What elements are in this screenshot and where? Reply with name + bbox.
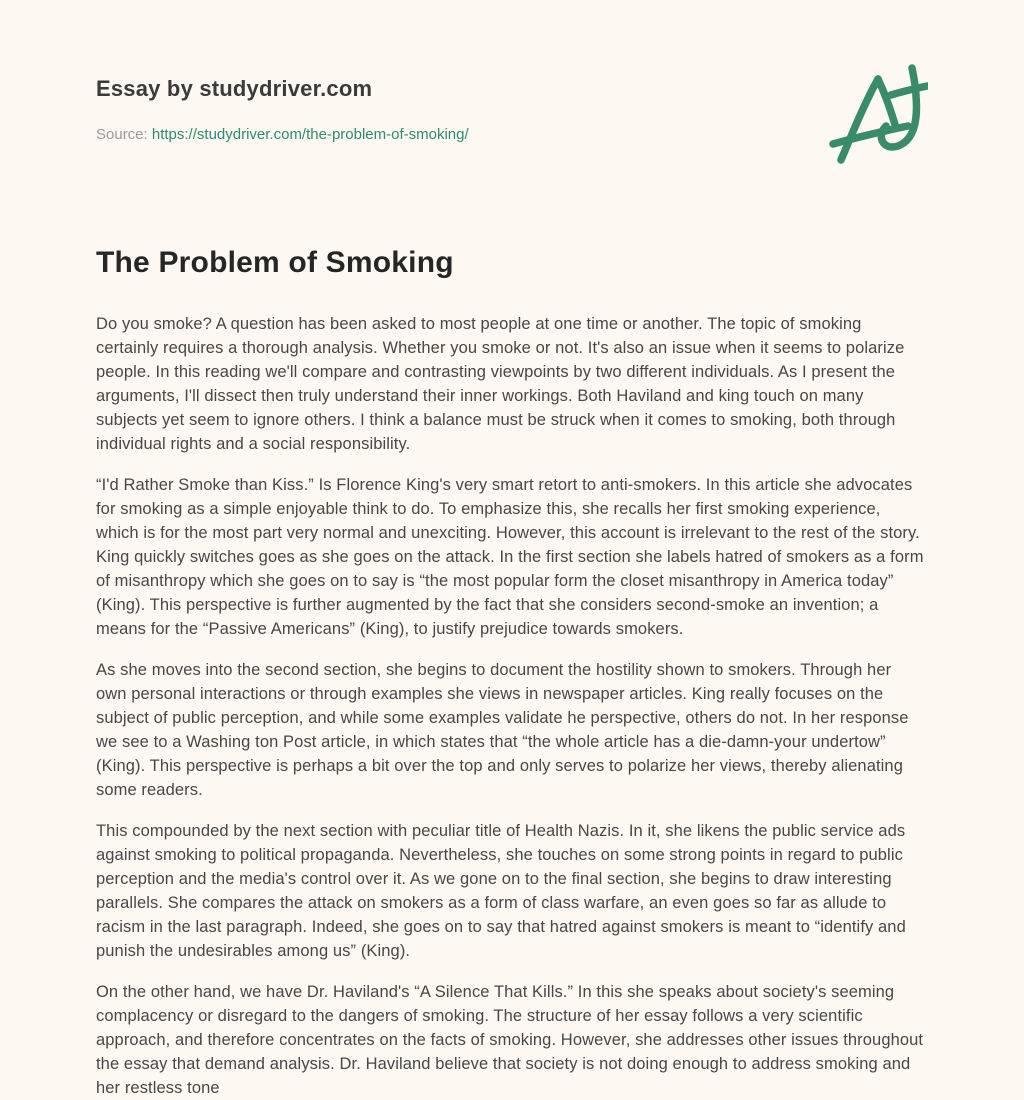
a-plus-logo-icon	[828, 62, 928, 166]
essay-paragraph: As she moves into the second section, she begins to document the hostility shown to smokers. Through her own personal interactions or through examples she views in newspaper articles. King really focuses on the subject of public perception, and while some examples validate he perspective, others do not. In her response we see to a Washing ton Post article, in which states that “the whole article has a die-damn-your undertow” (King). This perspective is perhaps a bit over the top and only serves to polarize her views, thereby alienating some readers.	[96, 661, 909, 799]
source-label: Source:	[96, 126, 148, 143]
source-link[interactable]: https://studydriver.com/the-problem-of-smoking/	[151, 126, 469, 143]
essay-paragraph: “I'd Rather Smoke than Kiss.” Is Florence King's very smart retort to anti-smokers. In this article she advocates for smoking as a simple enjoyable think to do. To emphasize this, she recalls her first smoking experience, which is for the most part very normal and unexciting. However, this account is irrelevant to the rest of the story. King quickly switches goes as she goes on the attack. In the first section she labels hatred of smokers as a form of misanthropy which she goes on to say is “the most popular form the closet misanthropy in America today” (King). This perspective is further augmented by the fact that she considers second-smoke an invention; a means for the “Passive Americans” (King), to justify prejudice towards smokers.	[96, 476, 924, 638]
page-heading: Essay by studydriver.com	[96, 76, 373, 101]
essay-paragraph: Do you smoke? A question has been asked to most people at one time or another. The topic of smoking certainly requires a thorough analysis. Whether you smoke or not. It's also an issue when it seems to polarize people. In this reading we'll compare and contrasting viewpoints by two different individuals. As I present the arguments, I'll dissect then truly understand their inner workings. Both Haviland and king touch on many subjects yet seem to ignore others. I think a balance must be struck when it comes to smoking, both through individual rights and a social responsibility.	[96, 315, 905, 453]
essay-paragraph: This compounded by the next section with peculiar title of Health Nazis. In it, she likens the public service ads against smoking to political propaganda. Nevertheless, she touches on some strong points in regard to public perception and the media's control over it. As we gone on to the final section, she begins to draw interesting parallels. She compares the attack on smokers as a form of class warfare, an even goes so far as allude to racism in the last paragraph. Indeed, she goes on to say that hatred against smokers is meant to “identify and punish the undesirables among us” (King).	[96, 822, 906, 960]
essay-title: The Problem of Smoking	[96, 246, 454, 279]
source-line	[96, 124, 928, 146]
essay-body	[96, 312, 928, 1100]
essay-paragraph: On the other hand, we have Dr. Haviland's “A Silence That Kills.” In this she speaks about society's seeming complacency or disregard to the dangers of smoking. The structure of her essay follows a very scientific approach, and therefore concentrates on the facts of smoking. However, she addresses other issues throughout the essay that demand analysis. Dr. Haviland believe that society is not doing enough to address smoking and her restless tone	[96, 983, 924, 1097]
